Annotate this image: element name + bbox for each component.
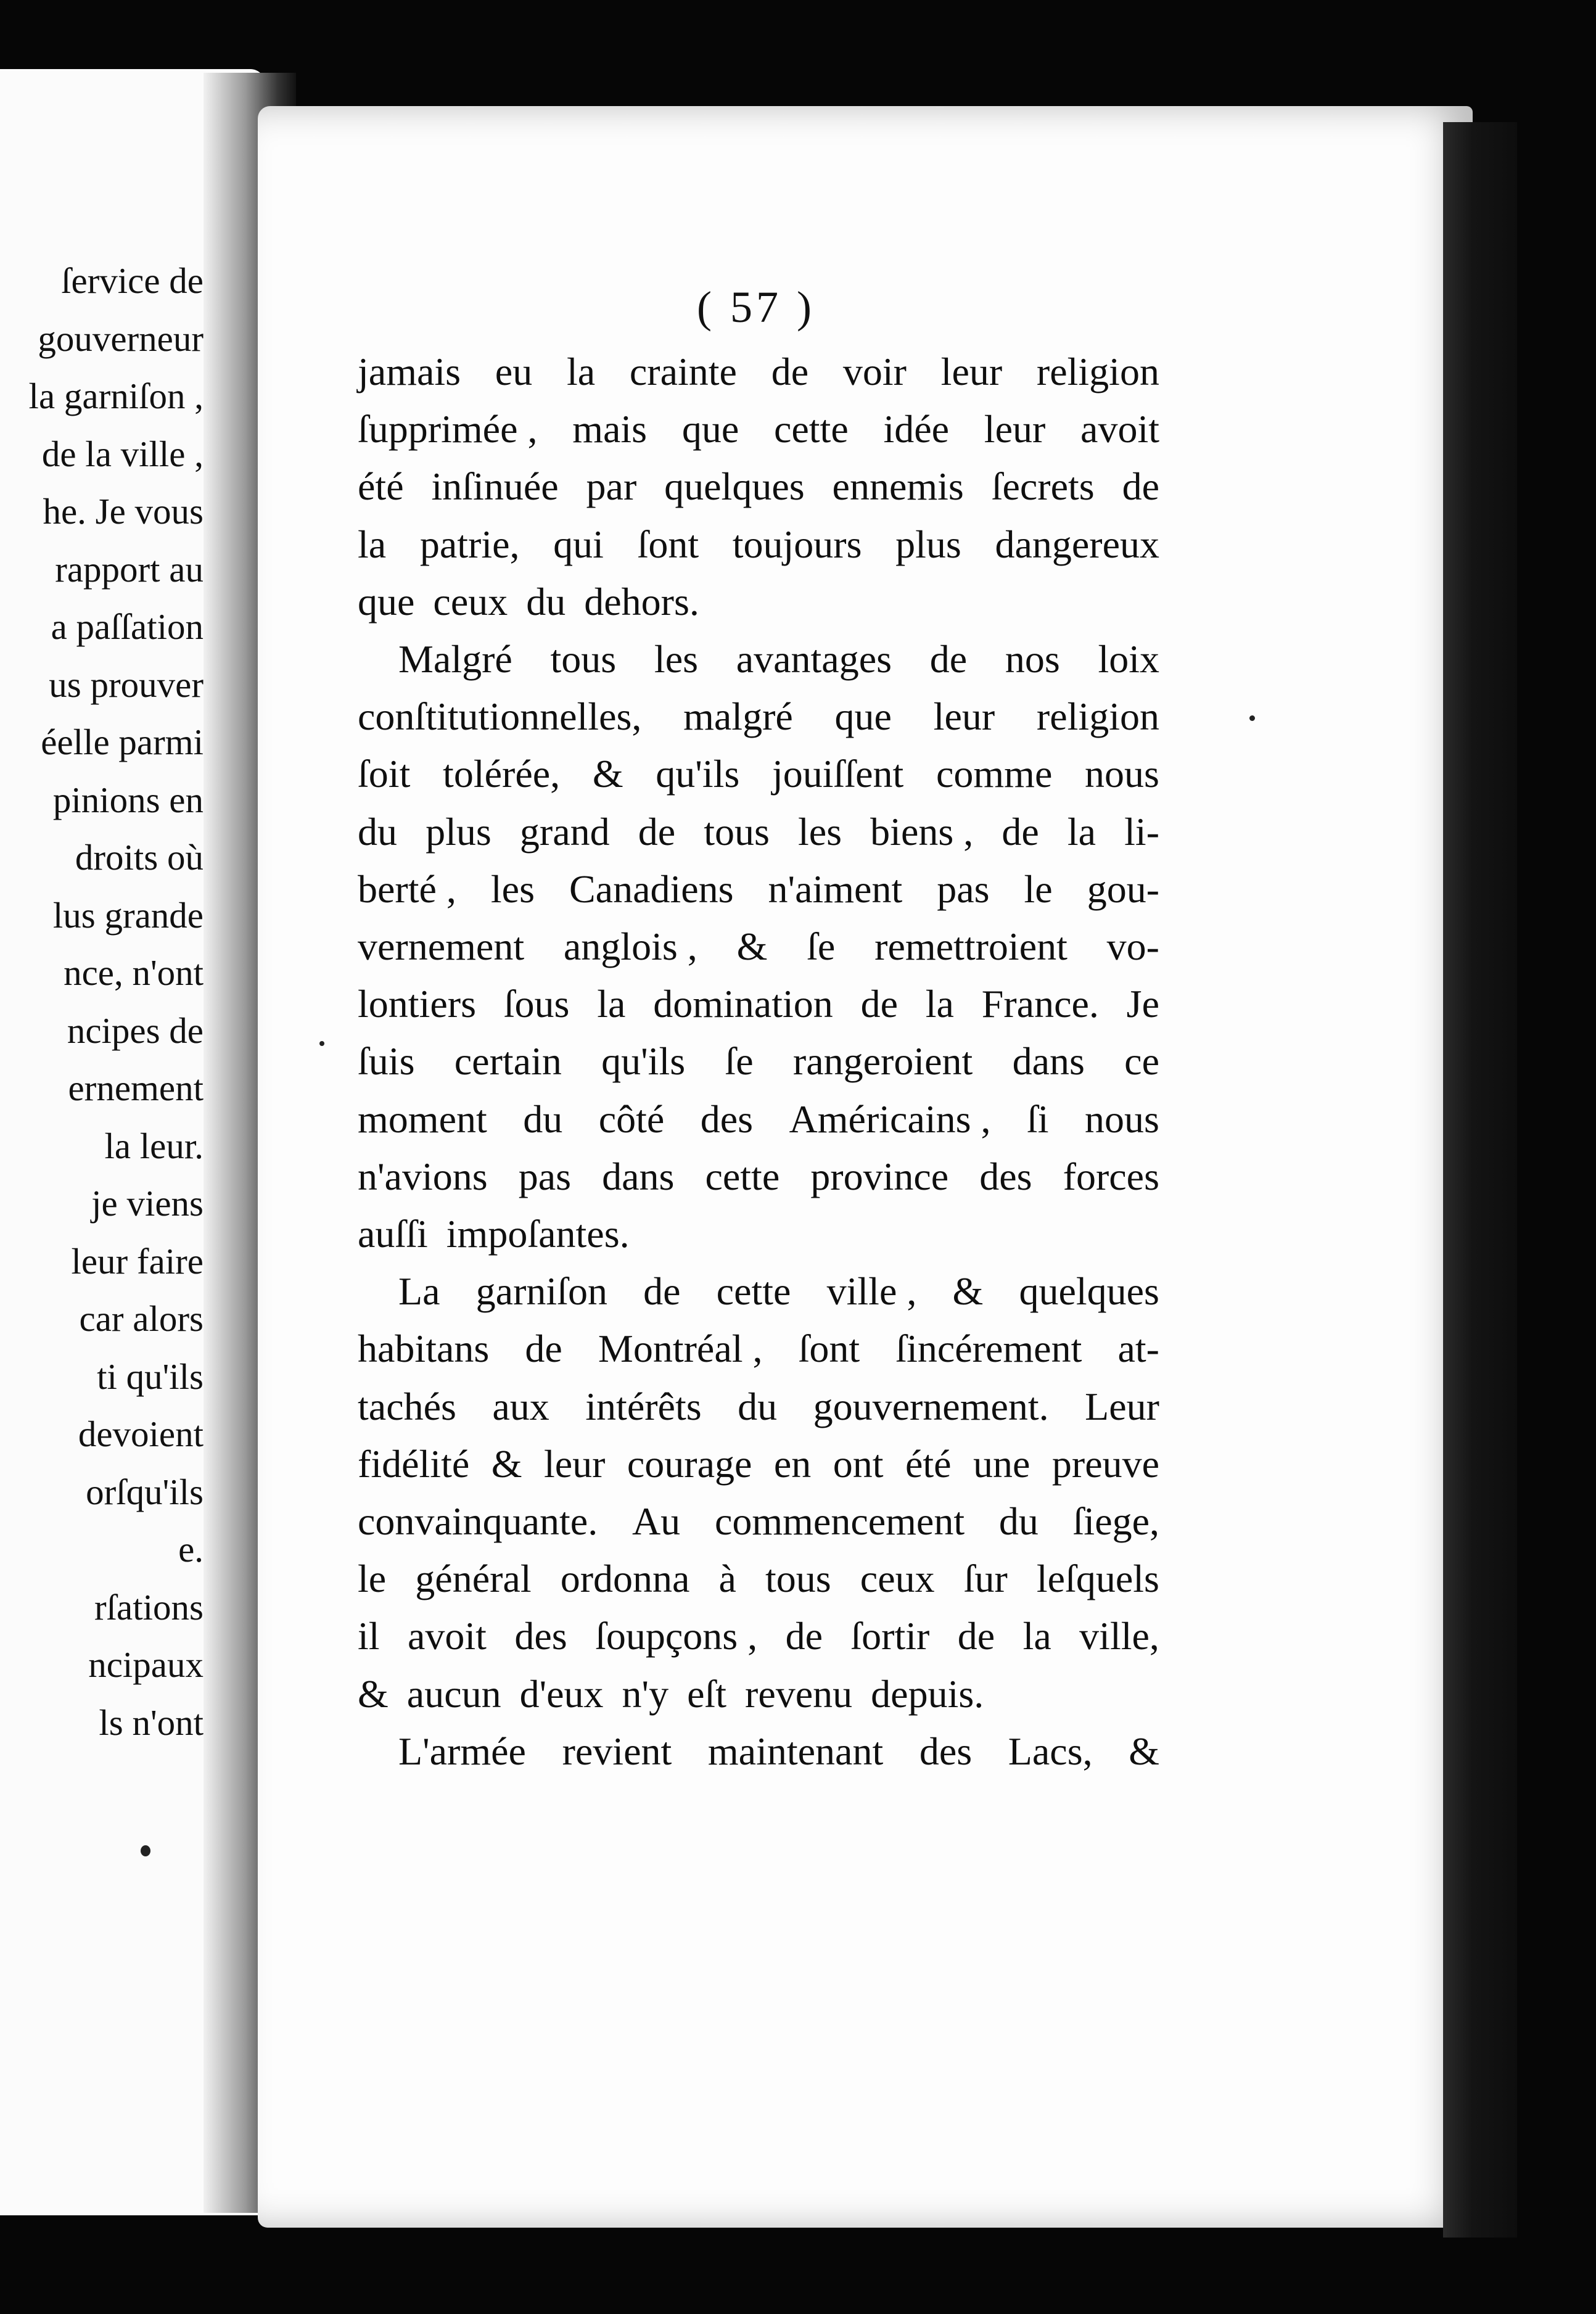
word: gou- — [1087, 867, 1159, 911]
word: la — [1022, 1614, 1051, 1658]
text-line — [358, 751, 1159, 797]
left-page-line: ncipaux — [88, 1644, 204, 1685]
text-line — [358, 463, 1159, 510]
word: nous — [1085, 752, 1159, 796]
text-line — [358, 693, 1159, 740]
word: courage — [627, 1441, 752, 1486]
left-page-line: ti qu'ils — [97, 1356, 204, 1397]
word: pas — [518, 1154, 571, 1198]
word: qu'ils — [656, 752, 740, 796]
word: ville , — [826, 1269, 917, 1314]
ink-speck — [319, 1041, 324, 1046]
word: aux — [492, 1384, 549, 1428]
left-page-line: leur faire — [71, 1240, 204, 1282]
word: habitans — [358, 1327, 490, 1371]
word: Montréal , — [598, 1327, 763, 1371]
word: & — [952, 1269, 984, 1314]
text-line — [358, 981, 1159, 1027]
word: ſe — [725, 1039, 754, 1084]
word: jouiſſent — [771, 752, 904, 796]
word: maintenant — [707, 1729, 884, 1773]
left-page-line: de la ville , — [41, 433, 204, 474]
word: nos — [1005, 637, 1060, 681]
word: du — [526, 579, 566, 624]
word: & — [1129, 1729, 1159, 1773]
word: idée — [883, 407, 950, 451]
text-line — [358, 1038, 1159, 1085]
word: la — [1067, 809, 1096, 854]
word: leur — [984, 407, 1046, 451]
word: biens , — [870, 809, 974, 854]
text-line — [358, 521, 1159, 568]
word: cette — [716, 1269, 791, 1314]
word: cette — [705, 1154, 780, 1198]
word: avantages — [736, 637, 892, 681]
word: ennemis — [832, 464, 964, 509]
word: n'y — [622, 1671, 669, 1716]
word: & — [358, 1671, 389, 1716]
left-page-line: car alors — [79, 1298, 204, 1339]
word: fidélité — [358, 1441, 470, 1486]
left-page-line: la leur. — [104, 1125, 204, 1166]
word: gouvernement. — [813, 1384, 1049, 1428]
word: Au — [631, 1499, 681, 1543]
word: revenu — [745, 1671, 853, 1716]
word: ſupprimée , — [358, 407, 538, 451]
word: & — [736, 924, 768, 968]
word: tous — [550, 637, 617, 681]
word: de — [525, 1327, 562, 1371]
text-line — [358, 1555, 1159, 1602]
text-line — [358, 1498, 1159, 1545]
word: la — [358, 522, 387, 566]
word: revient — [562, 1729, 672, 1773]
word: ordonna — [560, 1557, 690, 1601]
word: toujours — [732, 522, 862, 566]
left-page-line: rſations — [94, 1586, 204, 1628]
word: le — [358, 1557, 387, 1601]
left-page-line: ncipes de — [67, 1010, 204, 1051]
left-page-line: éelle parmi — [41, 722, 204, 762]
word: ſoupçons , — [595, 1614, 758, 1658]
page-number: ( 57 ) — [697, 282, 815, 332]
page-stack-edge — [1443, 122, 1517, 2238]
word: général — [415, 1557, 532, 1601]
text-line — [358, 1096, 1159, 1143]
word: rangeroient — [792, 1039, 973, 1084]
word: crainte — [629, 350, 737, 393]
word: dehors. — [584, 579, 699, 624]
word: la — [925, 982, 954, 1026]
word: des — [979, 1154, 1032, 1198]
word: en — [773, 1441, 812, 1486]
word: remettroient — [874, 924, 1067, 968]
left-page-line: orſqu'ils — [86, 1471, 204, 1512]
word: que — [358, 579, 415, 624]
word: de — [957, 1614, 995, 1658]
word: ville, — [1079, 1614, 1159, 1658]
word: dangereux — [995, 522, 1159, 566]
word: été — [358, 464, 404, 509]
word: des — [919, 1729, 973, 1773]
left-page-line: lus grande — [52, 894, 204, 936]
word: preuve — [1051, 1441, 1159, 1486]
word: été — [905, 1441, 952, 1486]
word: conſtitutionnelles, — [358, 694, 642, 739]
word: tous — [765, 1557, 831, 1601]
word: forces — [1063, 1154, 1159, 1198]
word: à — [718, 1557, 736, 1601]
word: qui — [553, 522, 604, 566]
word: ſiege, — [1072, 1499, 1159, 1543]
left-page-line: la garniſon , — [28, 376, 204, 416]
word: Malgré — [398, 637, 512, 681]
word: le — [1024, 867, 1053, 911]
word: de — [1002, 809, 1039, 854]
word: ſont — [798, 1327, 860, 1371]
text-line — [358, 1325, 1159, 1372]
left-page-line: ernement — [68, 1068, 204, 1108]
word: aucun — [406, 1671, 501, 1716]
text-line — [358, 348, 1159, 395]
word: Je — [1126, 982, 1159, 1026]
word: eſt — [687, 1671, 727, 1716]
word: ceux — [433, 579, 508, 624]
word: du — [358, 809, 397, 854]
text-line — [358, 1728, 1159, 1775]
word: les — [490, 867, 535, 911]
word: ſont — [637, 522, 699, 566]
word: mais — [572, 407, 648, 451]
word: leur — [940, 350, 1003, 393]
word: de — [785, 1614, 823, 1658]
word: voir — [842, 350, 907, 393]
text-line — [358, 1671, 1159, 1718]
word: de — [771, 350, 809, 393]
left-page-line: rapport au — [55, 548, 204, 590]
word: il — [358, 1614, 380, 1658]
word: vo- — [1106, 924, 1159, 968]
word: commencement — [714, 1499, 965, 1543]
word: auſſi — [358, 1212, 428, 1256]
left-page-line: he. Je vous — [43, 491, 204, 532]
word: les — [654, 637, 698, 681]
text-line — [358, 1153, 1159, 1200]
word: du — [998, 1499, 1039, 1543]
word: la — [597, 982, 626, 1026]
text-line — [358, 866, 1159, 913]
word: qu'ils — [601, 1039, 686, 1084]
left-page-line: nce, n'ont — [64, 952, 204, 993]
word: vernement — [358, 924, 525, 968]
word: de — [860, 982, 898, 1026]
text-line — [358, 1268, 1159, 1315]
left-page-line: a paſſation — [51, 606, 204, 647]
word: nous — [1085, 1097, 1159, 1141]
word: loix — [1098, 637, 1159, 681]
text-line — [358, 1613, 1159, 1660]
word: religion — [1036, 350, 1159, 393]
word: Américains , — [789, 1097, 991, 1141]
word: cette — [773, 407, 849, 451]
word: certain — [454, 1039, 562, 1084]
word: malgré — [683, 694, 793, 739]
word: Leur — [1085, 1384, 1159, 1428]
word: anglois , — [563, 924, 697, 968]
text-line — [358, 406, 1159, 453]
word: jamais — [358, 350, 461, 393]
word: & — [491, 1441, 522, 1486]
word: convainquante. — [358, 1499, 598, 1543]
word: La — [398, 1269, 440, 1314]
word: lontiers — [358, 982, 476, 1026]
word: grand — [519, 809, 610, 854]
word: impoſantes. — [446, 1212, 630, 1256]
word: ſe — [807, 924, 836, 968]
word: du — [523, 1097, 563, 1141]
text-line — [358, 1383, 1159, 1430]
word: côté — [598, 1097, 665, 1141]
left-page-line: us prouver — [49, 664, 204, 705]
word: tolérée, — [443, 752, 561, 796]
word: Canadiens — [569, 867, 734, 911]
text-line — [358, 636, 1159, 683]
word: n'avions — [358, 1154, 488, 1198]
word: berté , — [358, 867, 456, 911]
word: les — [797, 809, 842, 854]
left-page-line: droits où — [75, 837, 204, 878]
word: leur — [933, 694, 995, 739]
left-page-line: je viens — [91, 1183, 204, 1224]
word: intérêts — [585, 1384, 702, 1428]
text-line — [358, 923, 1159, 970]
word: que — [834, 694, 892, 739]
word: avoit — [407, 1614, 487, 1658]
word: de — [643, 1269, 681, 1314]
word: tous — [704, 809, 770, 854]
word: ce — [1124, 1039, 1159, 1084]
word: une — [973, 1441, 1030, 1486]
word: la — [566, 350, 596, 393]
text-line — [358, 1441, 1159, 1488]
left-page-text — [0, 69, 204, 1919]
left-page-line: devoient — [78, 1414, 204, 1454]
word: religion — [1036, 694, 1159, 739]
word: at- — [1117, 1327, 1159, 1371]
word: L'armée — [398, 1729, 526, 1773]
word: France. — [981, 982, 1099, 1026]
ink-speck — [1249, 715, 1255, 721]
word: leur — [543, 1441, 606, 1486]
text-line — [358, 809, 1159, 855]
word: avoit — [1080, 407, 1159, 451]
word: & — [592, 752, 623, 796]
word: moment — [358, 1097, 487, 1141]
word: ſoit — [358, 752, 411, 796]
word: d'eux — [519, 1671, 604, 1716]
word: garniſon — [475, 1269, 607, 1314]
word: province — [810, 1154, 949, 1198]
word: tachés — [358, 1384, 456, 1428]
left-page-line: gouverneur — [38, 318, 204, 359]
word: li- — [1124, 809, 1159, 854]
word: comme — [936, 752, 1053, 796]
word: inſinuée — [431, 464, 559, 509]
left-page-line: ſervice de — [61, 260, 204, 301]
word: plus — [895, 522, 961, 566]
word: de — [1122, 464, 1159, 509]
word: du — [738, 1384, 778, 1428]
word: quelques — [664, 464, 805, 509]
text-line — [358, 1211, 1159, 1258]
word: par — [586, 464, 637, 509]
word: ſi — [1027, 1097, 1049, 1141]
word: ceux — [860, 1557, 935, 1601]
text-line — [358, 578, 1159, 625]
word: domination — [653, 982, 833, 1026]
word: dans — [602, 1154, 675, 1198]
word: ſortir — [850, 1614, 930, 1658]
word: de — [638, 809, 676, 854]
word: pas — [937, 867, 990, 911]
word: des — [700, 1097, 754, 1141]
word: que — [681, 407, 739, 451]
word: plus — [426, 809, 492, 854]
ink-speck — [141, 1845, 150, 1856]
word: ſuis — [358, 1039, 415, 1084]
word: ſecrets — [991, 464, 1095, 509]
word: depuis. — [871, 1671, 984, 1716]
word: Lacs, — [1008, 1729, 1093, 1773]
word: quelques — [1019, 1269, 1159, 1314]
left-page-line: pinions en — [52, 779, 204, 820]
word: de — [929, 637, 968, 681]
word: des — [514, 1614, 567, 1658]
word: ſincérement — [895, 1327, 1082, 1371]
word: ſous — [503, 982, 570, 1026]
left-page-line: e. — [178, 1529, 204, 1570]
word: leſquels — [1036, 1557, 1159, 1601]
word: dans — [1012, 1039, 1085, 1084]
word: ſur — [963, 1557, 1008, 1601]
word: n'aiment — [768, 867, 903, 911]
left-page-line: ls n'ont — [99, 1702, 204, 1743]
word: eu — [495, 350, 533, 393]
word: patrie, — [419, 522, 520, 566]
word: ont — [833, 1441, 884, 1486]
